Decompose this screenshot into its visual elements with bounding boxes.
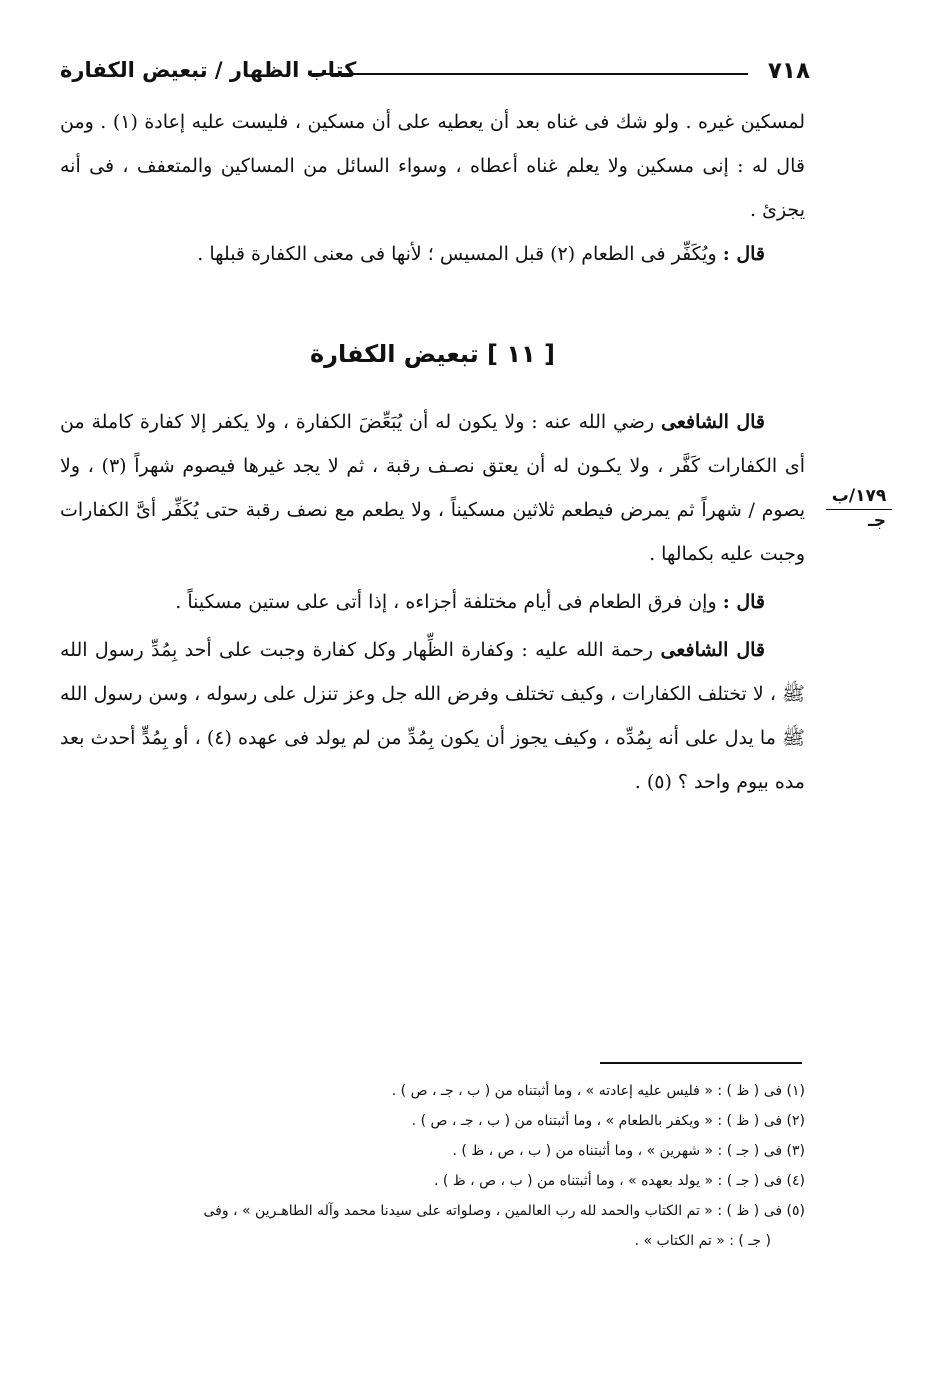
paragraph-lead: قال : [722, 243, 765, 265]
footnote [60, 1136, 805, 1166]
header-rule [308, 73, 748, 75]
folio-reference: ١٧٩/ب [826, 485, 892, 510]
footnote-text: (٥) فى ( ظ ) : « تم الكتاب والحمد لله رب العالمين ، وصلواته على سيدنا محمد وآله الطاهـرين » ، وفى [203, 1203, 805, 1219]
footnote [60, 1196, 805, 1256]
paragraph-lead: قال الشافعى [660, 639, 766, 661]
paragraph-lead: قال الشافعى [661, 411, 765, 433]
footnotes [60, 1076, 805, 1256]
footnote [60, 1106, 805, 1136]
footnote-text: (٣) فى ( جـ ) : « شهرين » ، وما أثبتناه من ( ب ، ص ، ظ ) . [452, 1143, 805, 1159]
section-heading: [ ١١ ] تبعيض الكفارة [309, 340, 556, 368]
intro-text [60, 100, 805, 276]
margin-folio-note [826, 485, 892, 532]
paragraph-text: رحمة الله عليه : وكفارة الظِّهار وكل كفارة وجبت على أحد بِمُدِّ رسول الله ﷺ ، لا تختلف الكفارات ، وكيف تختلف وفرض الله جل وعز تنزل على رسوله ، وسن رسول الله ﷺ ما يدل على أنه بِمُدِّه ، وكيف يجوز أن يكون بِمُدِّ من لم يولد فى عهده (٤) ، أو بِمُدٍّ أحدث بعد مده بيوم واحد ؟ (٥) . [60, 639, 805, 793]
running-title: كتاب الظهار / تبعيض الكفارة [60, 58, 357, 82]
section-text [60, 400, 805, 804]
footnote-continuation: ( جـ ) : « تم الكتاب » . [634, 1233, 771, 1249]
section-paragraph-1 [60, 400, 805, 576]
intro-paragraph: لمسكين غيره . ولو شك فى غناه بعد أن يعطيه على أن مسكين ، فليست عليه إعادة (١) . ومن قال له : إنى مسكين ولا يعلم غناه أعطاه ، وسواء السائل من المساكين والمتعفف ، فى أنه يجزئ . [60, 111, 805, 221]
section-paragraph-2 [60, 580, 805, 624]
footnote [60, 1166, 805, 1196]
footnote-separator [600, 1062, 802, 1064]
page-header [60, 56, 810, 96]
paragraph-text: ويُكَفِّر فى الطعام (٢) قبل المسيس ؛ لأنها فى معنى الكفارة قبلها . [197, 243, 717, 265]
section-paragraph-3 [60, 628, 805, 804]
manuscript-siglum: جـ [867, 511, 886, 531]
footnote-text: (٤) فى ( جـ ) : « يولد بعهده » ، وما أثبتناه من ( ب ، ص ، ظ ) . [433, 1173, 805, 1189]
footnote [60, 1076, 805, 1106]
paragraph-text: رضي الله عنه : ولا يكون له أن يُبَعِّضَ الكفارة ، ولا يكفر إلا كفارة كاملة من أى الكفارات كَفَّر ، ولا يكـون له أن يعتق نصـف رقبة ، ثم لا يجد غيرها فيصوم شهراً (٣) ، ولا يصوم / شهراً ثم يمرض فيطعم ثلاثين مسكيناً ، ولا يطعم مع نصف رقبة حتى يُكَفِّر أىَّ الكفارات وجبت عليه بكمالها . [60, 411, 806, 565]
page-number: ٧١٨ [767, 58, 810, 84]
paragraph-lead: قال : [722, 591, 765, 613]
footnote-text: (١) فى ( ظ ) : « فليس عليه إعادته » ، وما أثبتناه من ( ب ، جـ ، ص ) . [391, 1083, 805, 1099]
footnote-text: (٢) فى ( ظ ) : « ويكفر بالطعام » ، وما أثبتناه من ( ب ، جـ ، ص ) . [411, 1113, 805, 1129]
paragraph-text: وإن فرق الطعام فى أيام مختلفة أجزاءه ، إذا أتى على ستين مسكيناً . [175, 591, 717, 613]
intro-paragraph-2 [60, 232, 805, 276]
